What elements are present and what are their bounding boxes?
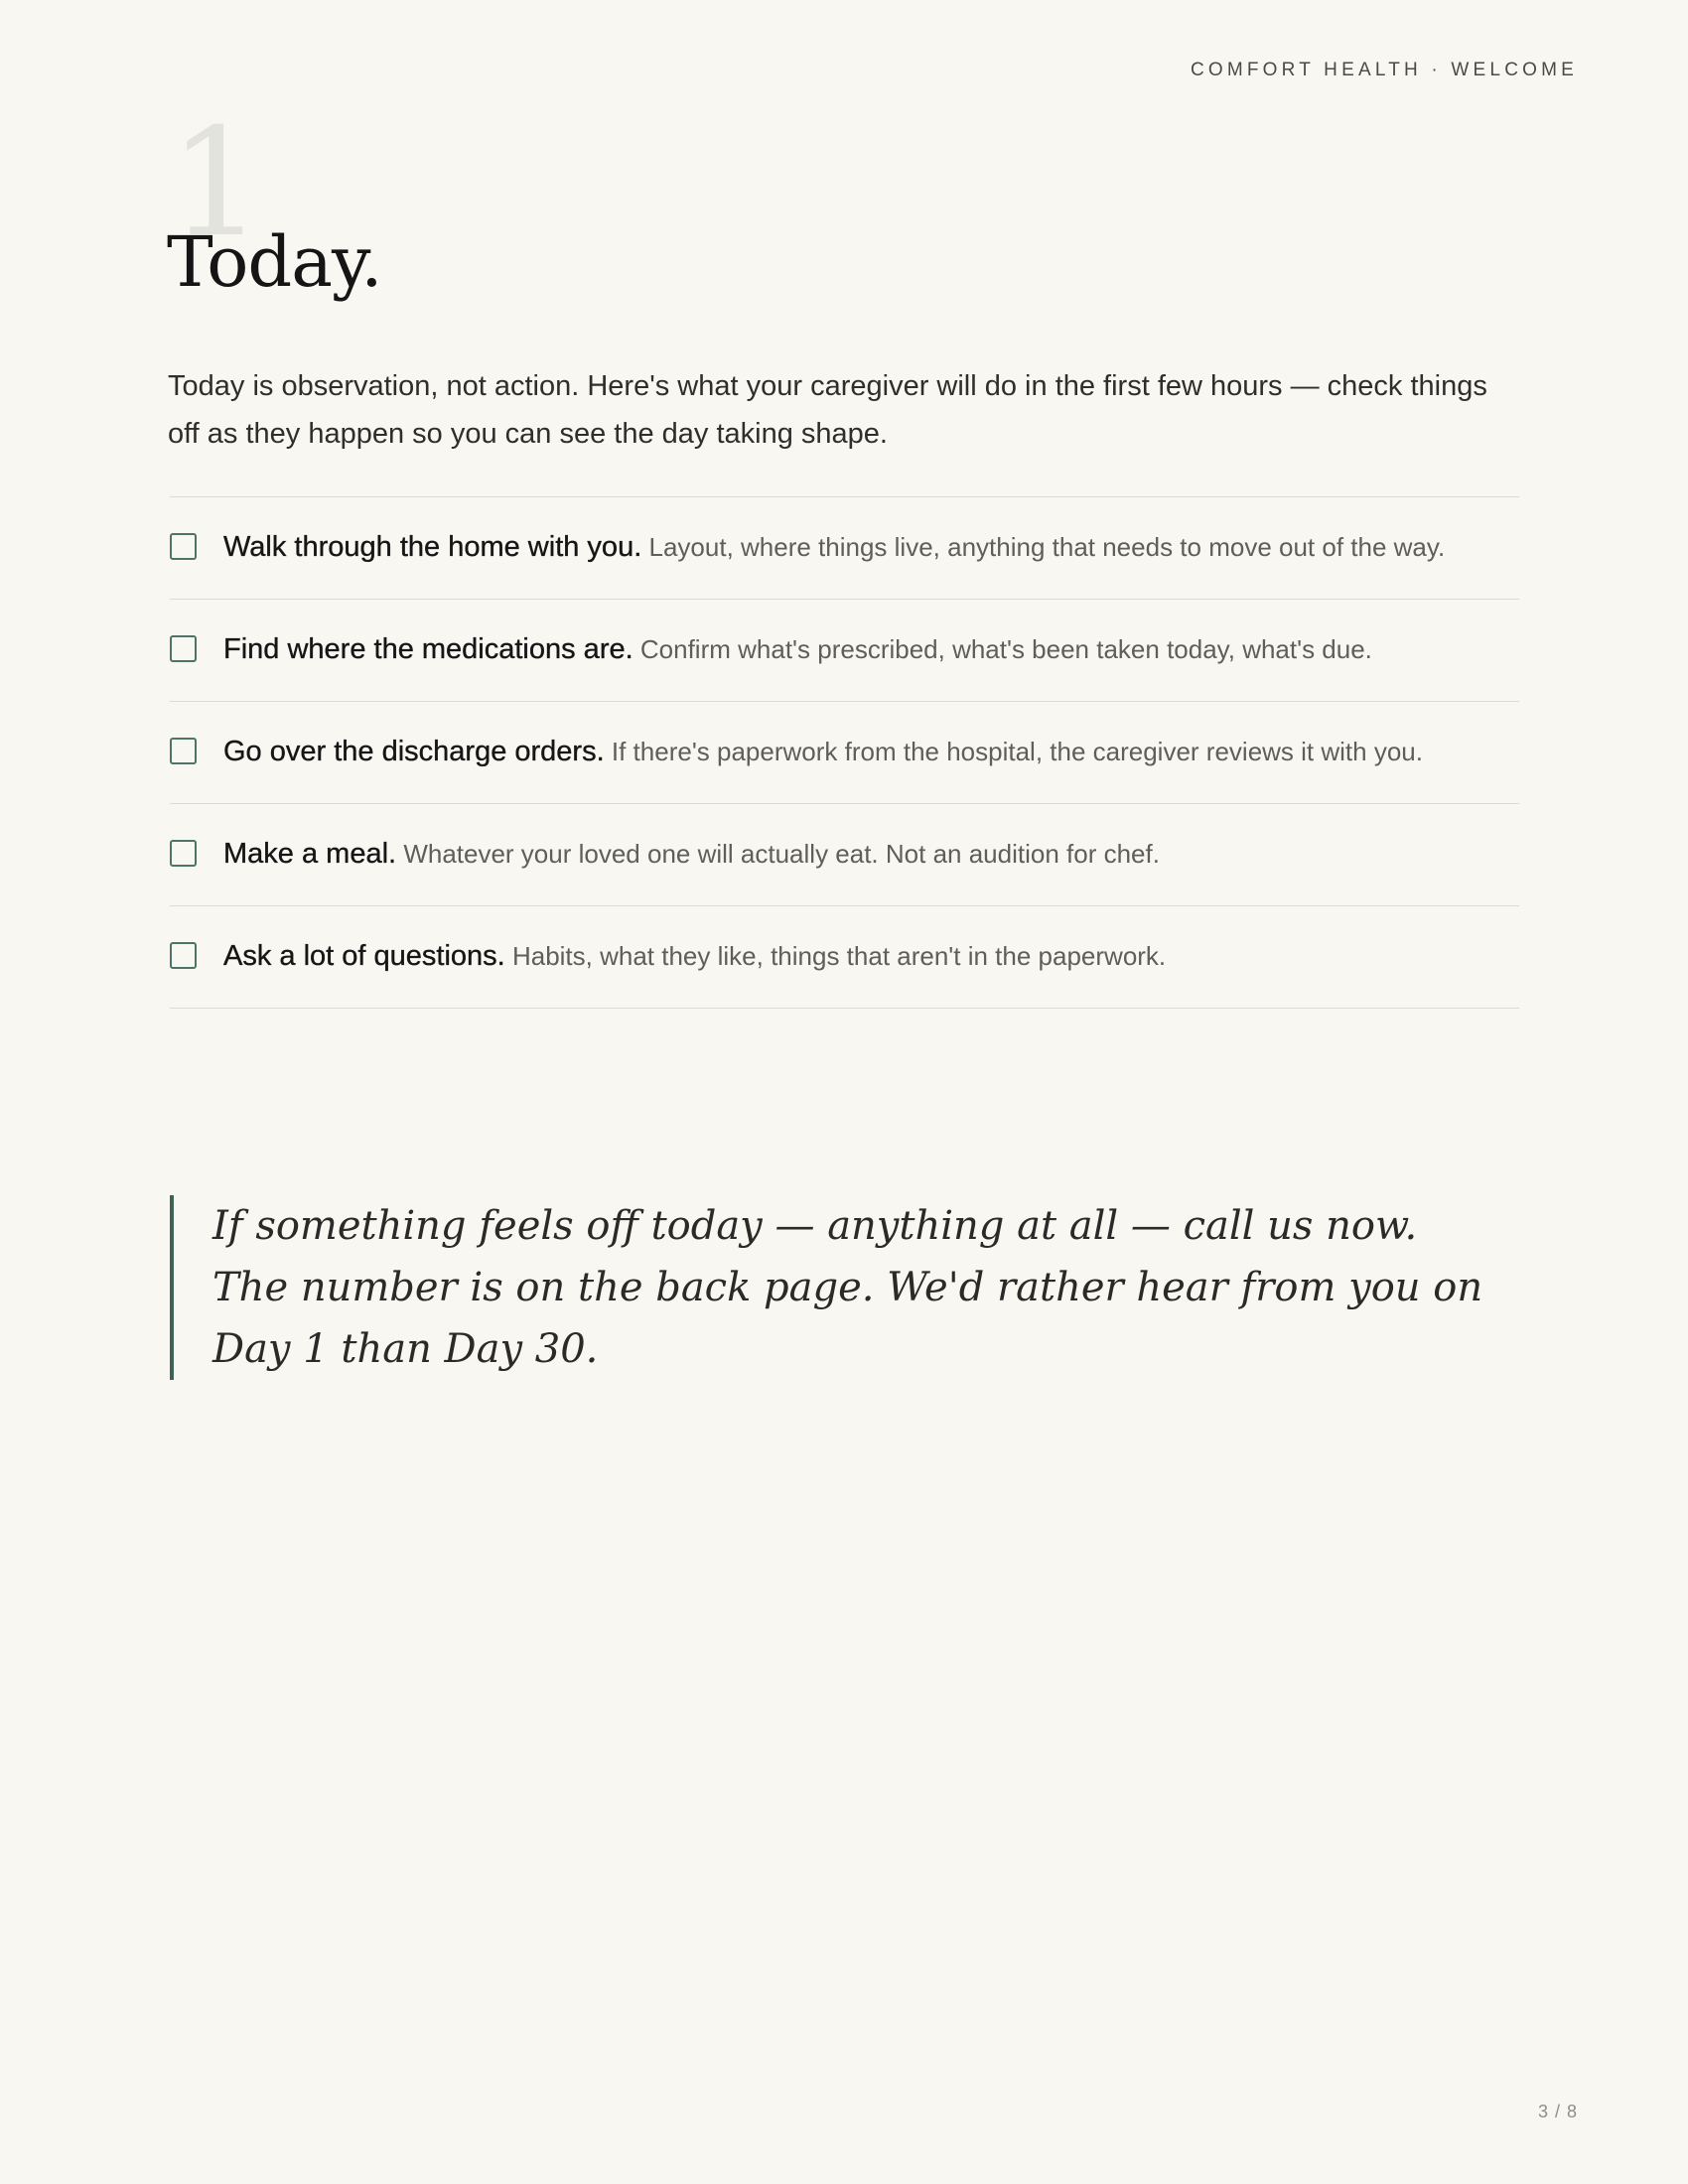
checklist-item-description: Habits, what they like, things that aren't in the paperwork. bbox=[511, 941, 1167, 971]
checkbox[interactable] bbox=[170, 942, 197, 969]
checklist-item-description: If there's paperwork from the hospital, the caregiver reviews it with you. bbox=[611, 737, 1423, 766]
checklist-item-description: Confirm what's prescribed, what's been taken today, what's due. bbox=[639, 634, 1372, 664]
checklist-item bbox=[170, 497, 1519, 600]
checklist-item-title: Make a meal. bbox=[223, 838, 397, 870]
intro-paragraph: Today is observation, not action. Here's what your caregiver will do in the first few hours — check things off as they happen so you can see the day taking shape. bbox=[168, 370, 1487, 450]
day-number: 1 bbox=[169, 97, 264, 270]
checklist-item bbox=[170, 804, 1519, 906]
checklist-item-title: Find where the medications are. bbox=[223, 633, 633, 665]
checklist-item bbox=[170, 702, 1519, 804]
checkbox[interactable] bbox=[170, 738, 197, 764]
checklist-item-description: Whatever your loved one will actually eat. Not an audition for chef. bbox=[403, 839, 1160, 869]
checklist-item-title: Ask a lot of questions. bbox=[223, 940, 505, 972]
checklist-item-title: Walk through the home with you. bbox=[223, 531, 642, 563]
page-title: Today. bbox=[167, 221, 382, 303]
checkbox[interactable] bbox=[170, 840, 197, 867]
page-number: 3 / 8 bbox=[1537, 2102, 1578, 2121]
checklist-item-description: Layout, where things live, anything that needs to move out of the way. bbox=[648, 532, 1446, 562]
checkbox[interactable] bbox=[170, 635, 197, 662]
checklist-item bbox=[170, 600, 1519, 702]
checklist-item-title: Go over the discharge orders. bbox=[223, 736, 605, 767]
checkbox[interactable] bbox=[170, 533, 197, 560]
checklist bbox=[170, 496, 1519, 1009]
running-header: COMFORT HEALTH · WELCOME bbox=[1190, 60, 1578, 80]
checklist-item bbox=[170, 906, 1519, 1009]
callout-quote: If something feels off today — anything at all — call us now. The number is on the back page. We'd rather hear from you on Day 1 than Day 30. bbox=[170, 1195, 1490, 1380]
